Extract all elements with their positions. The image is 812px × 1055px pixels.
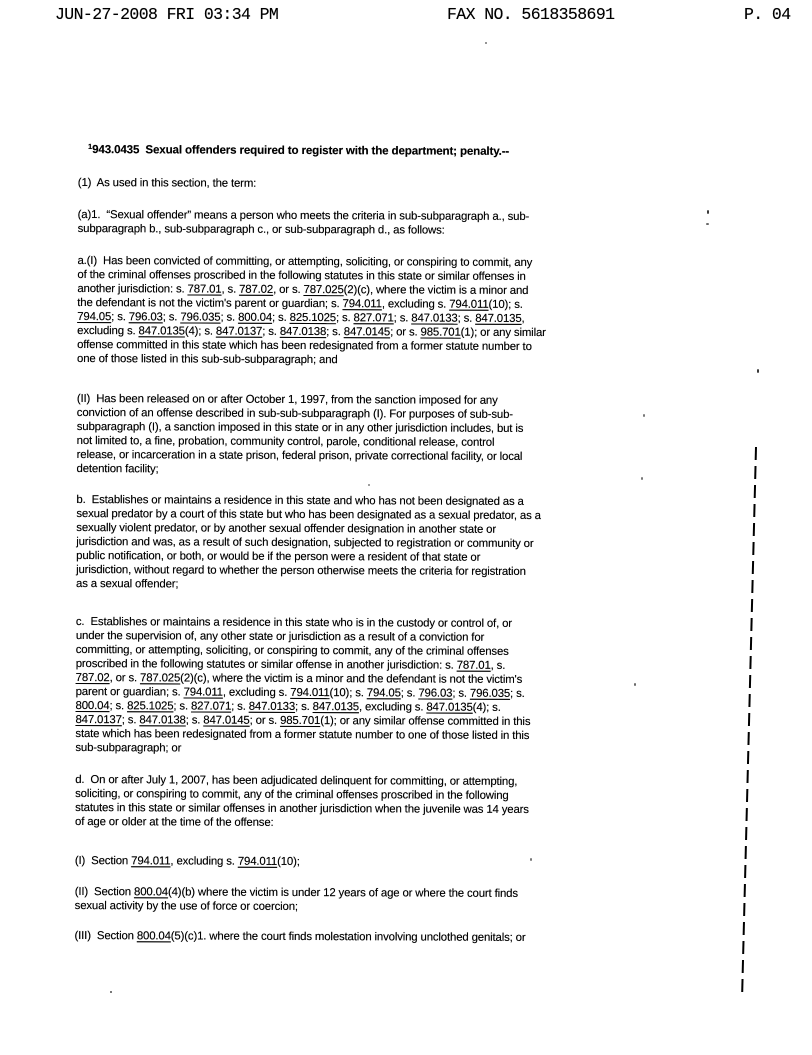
scan-speck	[530, 858, 532, 861]
paragraph-a-I: a.(I) Has been convicted of committing, or attempting, soliciting, or conspiring to commit, any of the criminal offenses proscribed in the following statutes in this state or similar offenses in another jurisdiction: s. 787.01, s. 787.02, or s. 787.025(2)(c), where the victim is a minor and the defendant is not the victim's parent or guardian; s. 794.011, excluding s. 794.011(10); s. 794.05; s. 796.03; s. 796.035; s. 800.04; s. 825.1025; s. 827.071; s. 847.0133; s. 847.0135, excluding s. 847.0135(4); s. 847.0137; s. 847.0138; s. 847.0145; or s. 985.701(1); or any similar offense committed in this state which has been redesignated from a former statute number to one of those listed in this sub-sub-subparagraph; and	[77, 254, 546, 367]
paragraph-a-II: (II) Has been released on or after October 1, 1997, from the sanction imposed for any conviction of an offense described in sub-sub-subparagraph (I). For purposes of sub-sub- subparagraph (I), a sanction imposed in this state or in any other jurisdiction includes, but is not limited to, a fine, probation, community control, parole, conditional release, control release, or incarceration in a state prison, federal prison, private correctional facility, or local detention facility;	[76, 392, 524, 476]
statute-reference: 796.03	[418, 687, 453, 700]
paragraph-d-I: (I) Section 794.011, excluding s. 794.011(10);	[74, 854, 300, 868]
statute-reference: 847.0145	[203, 714, 250, 727]
statute-reference: 800.04	[136, 930, 171, 943]
fax-timestamp: JUN-27-2008 FRI 03:34 PM	[55, 5, 279, 24]
statute-reference: 800.04	[238, 311, 273, 324]
scan-speck	[706, 223, 709, 225]
statute-reference: 847.0145	[343, 326, 391, 339]
statute-reference: 794.011	[131, 855, 171, 868]
fax-number: FAX NO. 5618358691	[447, 5, 615, 24]
statute-reference: 827.071	[190, 700, 232, 713]
statute-reference: 796.035	[180, 311, 221, 324]
statute-reference: 847.0135	[475, 312, 522, 325]
statute-reference: 794.011	[449, 298, 489, 311]
scan-speck	[643, 414, 645, 417]
statute-title-text: 943.0435 Sexual offenders required to register with the department; penalty.--	[92, 143, 510, 158]
statute-reference: 794.011	[237, 855, 278, 868]
statute-reference: 794.05	[77, 310, 112, 324]
statute-reference: 796.03	[128, 311, 163, 324]
scan-artifact-dashed-line	[741, 447, 757, 996]
statute-reference: 985.701	[280, 714, 321, 728]
scan-speck	[110, 991, 112, 993]
statute-reference: 825.1025	[289, 311, 336, 325]
paragraph-1: (1) As used in this section, the term:	[77, 176, 257, 190]
scan-speck	[641, 477, 643, 480]
statute-reference: 847.0133	[248, 700, 296, 713]
statute-reference: 827.071	[353, 312, 394, 325]
paragraph-d-III: (III) Section 800.04(5)(c)1. where the court finds molestation involving unclothed genitals; or	[74, 929, 526, 944]
statute-reference: 787.02	[75, 671, 110, 685]
paragraph-b: b. Establishes or maintains a residence in this state and who has not been designated as a sexual predator by a court of this state but who has been designated as a sexual predator, as a sexually violent predator, or by another sexual offender designation in another state or jurisdiction and was, as a result of such designation, subjected to registration or community or public notification, or both, or would be if the person were a resident of that state or jurisdiction, without regard to whether the person otherwise meets the criteria for registration as a sexual offender;	[76, 493, 541, 591]
statute-reference: 800.04	[134, 886, 169, 899]
statute-reference: 787.02	[239, 283, 274, 296]
statute-reference: 794.05	[366, 687, 401, 700]
statute-reference: 985.701	[420, 326, 461, 339]
statute-reference: 847.0135	[138, 325, 185, 338]
statute-reference: 794.011	[342, 298, 382, 311]
paragraph-d-II: (II) Section 800.04(4)(b) where the victim is under 12 years of age or where the court finds sexual activity by the use of force or coercion;	[74, 885, 518, 913]
statute-reference: 787.01	[187, 283, 222, 296]
statute-reference: 825.1025	[127, 700, 174, 713]
document-body	[74, 140, 633, 945]
scan-speck	[707, 210, 709, 214]
scan-speck	[757, 369, 759, 373]
statute-reference: 800.04	[75, 699, 110, 713]
statute-reference: 847.0135	[426, 701, 473, 714]
statute-reference: 847.0137	[75, 713, 122, 727]
statute-reference: 787.01	[456, 659, 491, 672]
statute-reference: 787.025	[140, 672, 181, 685]
scan-speck	[368, 484, 370, 486]
statute-reference: 794.011	[183, 686, 223, 699]
paragraph-a1: (a)1. “Sexual offender” means a person who meets the criteria in sub-subparagraph a., sub- subparagraph b., sub-subparagraph c., or sub-subparagraph d., as follows:	[77, 208, 530, 237]
statute-reference: 794.011	[290, 686, 330, 700]
footnote-marker: 1	[87, 142, 93, 152]
statute-reference: 796.035	[469, 687, 511, 700]
paragraph-c: c. Establishes or maintains a residence in this state who is in the custody or control of, or under the supervision of, any other state or jurisdiction as a result of a conviction for committing, or attempting, soliciting, or conspiring to commit, any of the criminal offenses proscribed in the following statutes or similar offense in another jurisdiction: s. 787.01, s. 787.02, or s. 787.025(2)(c), where the victim is a minor and the defendant is not the victim's parent or guardian; s. 794.011, excluding s. 794.011(10); s. 794.05; s. 796.03; s. 796.035; s. 800.04; s. 825.1025; s. 827.071; s. 847.0133; s. 847.0135, excluding s. 847.0135(4); s. 847.0137; s. 847.0138; s. 847.0145; or s. 985.701(1); or any similar offense committed in this state which has been redesignated from a former statute number to one of those listed in this sub-subparagraph; or	[75, 615, 531, 755]
statute-reference: 847.0137	[215, 325, 263, 338]
fax-page-number: P. 04	[744, 5, 791, 24]
statute-title	[88, 140, 634, 159]
statute-reference: 847.0133	[411, 312, 458, 325]
statute-reference: 847.0135	[312, 701, 360, 714]
statute-reference: 787.025	[303, 283, 344, 297]
scan-speck	[485, 42, 487, 44]
statute-reference: 847.0138	[139, 714, 186, 727]
paragraph-d: d. On or after July 1, 2007, has been adjudicated delinquent for committing, or attempting, soliciting, or conspiring to commit, any of the criminal offenses proscribed in the following statutes in this state or similar offenses in another jurisdiction when the juvenile was 14 years of age or older at the time of the offense:	[74, 773, 529, 829]
statute-reference: 847.0138	[279, 325, 327, 339]
scan-speck	[634, 683, 636, 686]
